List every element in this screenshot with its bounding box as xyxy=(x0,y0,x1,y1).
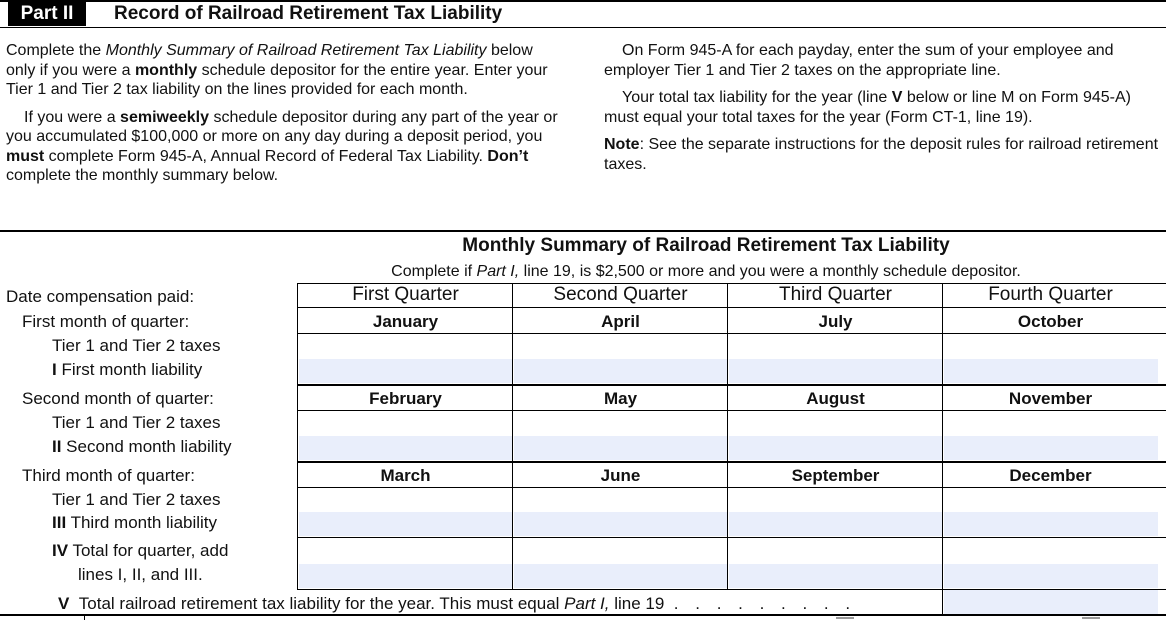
text: If you were a xyxy=(24,108,121,126)
instructions-right xyxy=(604,41,1160,174)
tier-taxes-input[interactable] xyxy=(514,334,727,358)
line-number: IV xyxy=(52,541,69,560)
line-i-input[interactable] xyxy=(944,359,1158,383)
month-label: February xyxy=(369,389,442,408)
text: First month liability xyxy=(56,360,203,379)
tier-taxes-input[interactable] xyxy=(729,334,942,358)
text: : See the separate instructions for the deposit rules for railroad retirement taxes. xyxy=(604,136,1159,173)
text: schedule depositor for the entire year. Enter your Tier 1 and Tier 2 tax liability on the lines provided for each month. xyxy=(6,61,548,98)
text-italic: Part I, xyxy=(564,594,610,613)
line-ii-input[interactable] xyxy=(299,436,512,460)
text-bold: must xyxy=(6,147,45,165)
line-iv-input[interactable] xyxy=(514,538,727,563)
text: Your total tax liability for the year (line xyxy=(622,89,892,106)
instruction-paragraph xyxy=(6,108,566,186)
text: below only if you were a xyxy=(6,42,533,79)
line-number: I xyxy=(52,360,57,379)
section-rule xyxy=(0,230,1166,232)
line-i-input[interactable] xyxy=(514,359,727,383)
month-label: March xyxy=(380,466,431,485)
line-i-label xyxy=(52,360,202,380)
grid-rule xyxy=(512,283,513,589)
summary-subtitle xyxy=(300,262,1112,281)
quarter-header-4: Fourth Quarter xyxy=(988,284,1113,305)
grid-rule xyxy=(297,384,1166,386)
text: complete the monthly summary below. xyxy=(6,167,279,184)
text-bold: monthly xyxy=(134,61,198,79)
line-number: V xyxy=(58,594,70,613)
text-italic: Part I, xyxy=(476,263,520,280)
line-ii-input[interactable] xyxy=(514,436,727,460)
summary-title: Monthly Summary of Railroad Retirement Tax Liability xyxy=(462,235,950,256)
month-label: May xyxy=(603,389,638,408)
tier-taxes-label: Tier 1 and Tier 2 taxes xyxy=(52,490,221,509)
grid-rule xyxy=(297,333,1166,334)
line-number: III xyxy=(52,513,67,532)
first-month-label: First month of quarter: xyxy=(22,312,190,331)
text: line 19 xyxy=(609,594,665,613)
leader-dots: . . . . . . . . . xyxy=(673,594,857,613)
grey-mark xyxy=(836,617,854,619)
instruction-paragraph: On Form 945-A for each payday, enter the sum of your employee and employer Tier 1 and Tier 2 taxes on the appropriate line. xyxy=(604,42,1114,79)
text: Complete if xyxy=(391,263,477,280)
text: schedule depositor during any part of the year or you accumulated $100,000 or more on any day during a deposit period, you xyxy=(6,108,558,145)
grid-rule xyxy=(297,537,1166,538)
date-compensation-label: Date compensation paid: xyxy=(6,287,195,306)
line-iv-input[interactable] xyxy=(729,538,942,563)
tick-mark xyxy=(84,614,85,620)
month-label: January xyxy=(372,312,439,331)
part-title: Record of Railroad Retirement Tax Liability xyxy=(114,3,503,24)
line-ii-label xyxy=(52,437,232,457)
line-v-label xyxy=(58,594,856,614)
tier-taxes-label: Tier 1 and Tier 2 taxes xyxy=(52,413,221,432)
tier-taxes-input[interactable] xyxy=(944,488,1158,512)
line-iii-label xyxy=(52,513,217,533)
tier-taxes-label: Tier 1 and Tier 2 taxes xyxy=(52,336,221,355)
month-label: April xyxy=(601,312,640,331)
text-bold: Don’t xyxy=(487,147,529,165)
quarter-header-1: First Quarter xyxy=(352,284,459,305)
instruction-paragraph xyxy=(604,88,1160,127)
month-label: July xyxy=(818,312,853,331)
line-iv-label xyxy=(52,541,228,561)
tier-taxes-input[interactable] xyxy=(944,334,1158,358)
line-iv-input-shade xyxy=(729,564,942,588)
tier-taxes-input[interactable] xyxy=(514,488,727,512)
part-rule xyxy=(0,27,1166,28)
grid-rule xyxy=(297,487,1166,488)
second-month-label: Second month of quarter: xyxy=(22,389,214,408)
third-month-label: Third month of quarter: xyxy=(22,466,195,485)
month-label: November xyxy=(1008,389,1093,408)
text-italic: Monthly Summary of Railroad Retirement Tax Liability xyxy=(105,42,487,59)
line-v-input[interactable] xyxy=(944,590,1158,614)
bottom-rule xyxy=(0,614,1166,616)
line-number: II xyxy=(52,437,62,456)
tier-taxes-input[interactable] xyxy=(729,411,942,435)
instruction-paragraph xyxy=(6,41,566,100)
month-label: August xyxy=(806,389,865,408)
tier-taxes-input[interactable] xyxy=(299,411,512,435)
instructions-left xyxy=(6,41,566,186)
grid-rule xyxy=(297,589,1166,590)
quarter-header-3: Third Quarter xyxy=(779,284,892,305)
grid-rule xyxy=(297,461,1166,463)
text: Complete the xyxy=(6,42,106,59)
line-i-input[interactable] xyxy=(299,359,512,383)
month-label: June xyxy=(600,466,641,485)
month-label: December xyxy=(1009,466,1092,485)
text: complete Form 945-A, Annual Record of Federal Tax Liability. xyxy=(44,147,488,165)
tier-taxes-input[interactable] xyxy=(514,411,727,435)
text: Total railroad retirement tax liability for the year. This must equal xyxy=(78,594,565,613)
text-bold: V xyxy=(891,89,903,106)
tier-taxes-input[interactable] xyxy=(944,411,1158,435)
grey-mark xyxy=(1082,617,1100,619)
month-label: October xyxy=(1017,312,1084,331)
instruction-paragraph xyxy=(604,135,1160,174)
text-bold: Note xyxy=(604,136,640,153)
tier-taxes-input[interactable] xyxy=(299,334,512,358)
grid-rule xyxy=(727,283,728,589)
text: Second month liability xyxy=(61,437,232,456)
line-iii-input[interactable] xyxy=(729,512,942,536)
line-iv-input-shade xyxy=(514,564,727,588)
grid-rule xyxy=(297,307,1166,308)
line-iv-input-shade xyxy=(944,564,1158,588)
line-iv-input[interactable] xyxy=(944,538,1158,563)
quarter-header-2: Second Quarter xyxy=(553,284,688,305)
text: Total for quarter, add xyxy=(68,541,229,560)
text: Third month liability xyxy=(66,513,218,532)
line-iv-label-cont: lines I, II, and III. xyxy=(78,565,203,584)
text: line 19, is $2,500 or more and you were a monthly schedule depositor. xyxy=(519,263,1021,280)
month-label: September xyxy=(791,466,880,485)
line-iv-input-shade xyxy=(299,564,512,588)
line-iii-input[interactable] xyxy=(299,512,512,536)
grid-rule xyxy=(942,283,943,614)
line-iii-input[interactable] xyxy=(944,512,1158,536)
text-bold: semiweekly xyxy=(120,108,209,126)
line-i-input[interactable] xyxy=(729,359,942,383)
tier-taxes-input[interactable] xyxy=(299,488,512,512)
grid-rule xyxy=(297,283,298,589)
grid-rule xyxy=(297,283,1166,284)
line-iii-input[interactable] xyxy=(514,512,727,536)
line-iv-input[interactable] xyxy=(299,538,512,563)
line-ii-input[interactable] xyxy=(944,436,1158,460)
part-badge: Part II xyxy=(8,2,86,26)
text: below or line M on Form 945-A) must equal your total taxes for the year (Form CT-1, line 19). xyxy=(604,89,1131,126)
line-ii-input[interactable] xyxy=(729,436,942,460)
grid-rule xyxy=(297,410,1166,411)
tier-taxes-input[interactable] xyxy=(729,488,942,512)
